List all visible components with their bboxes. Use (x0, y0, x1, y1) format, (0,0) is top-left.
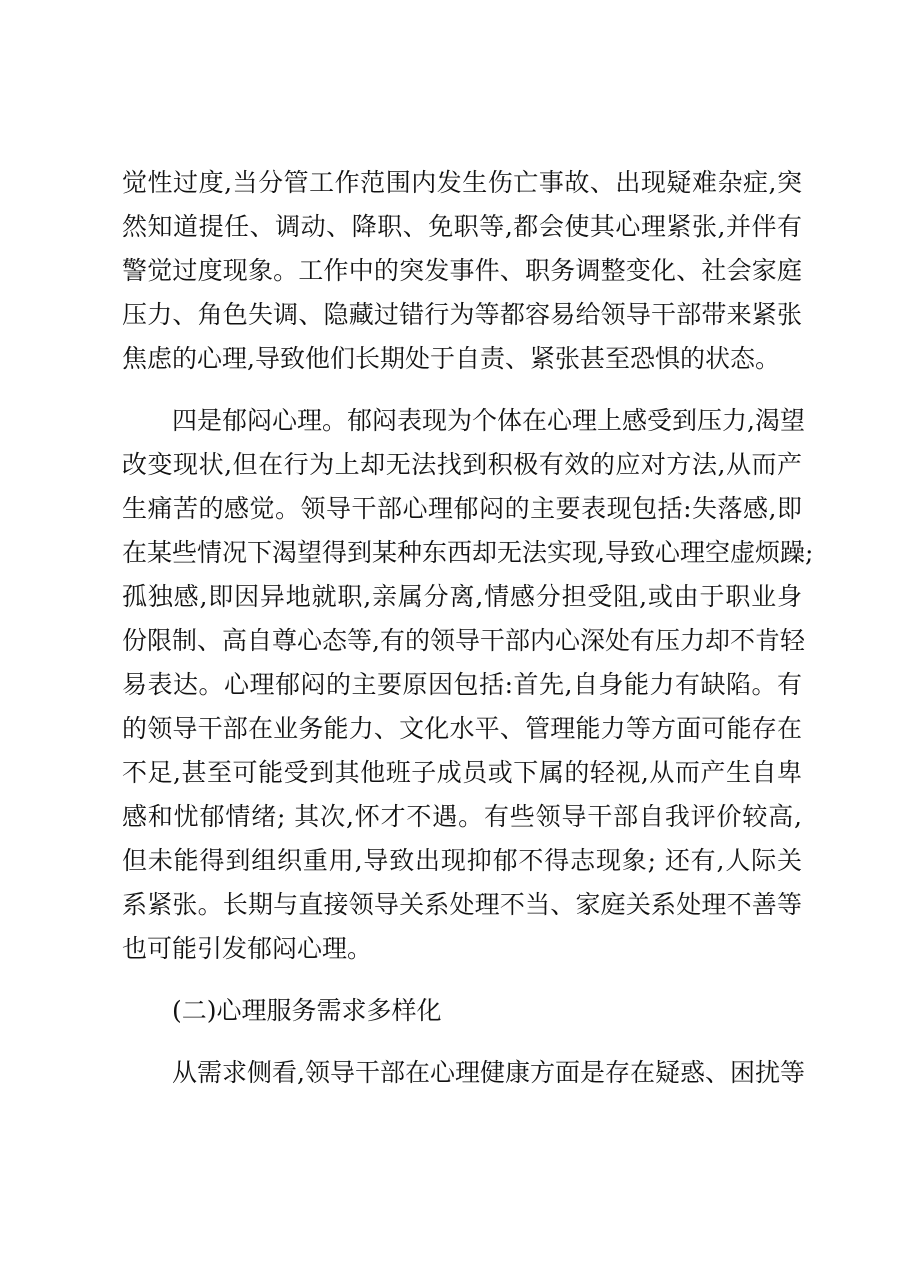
paragraph-line: 孤独感,即因异地就职,亲属分离,情感分担受阻,或由于职业身 (122, 582, 802, 611)
paragraph-line: 然知道提任、调动、降职、免职等,都会使其心理紧张,并伴有 (122, 212, 802, 241)
paragraph-line: 份限制、高自尊心态等,有的领导干部内心深处有压力却不肯轻 (122, 626, 805, 655)
paragraph-line: 感和忧郁情绪; 其次,怀才不遇。有些领导干部自我评价较高, (122, 802, 802, 831)
paragraph-line: 的领导干部在业务能力、文化水平、管理能力等方面可能存在 (122, 714, 802, 743)
paragraph-line: 四是郁闷心理。郁闷表现为个体在心理上感受到压力,渴望 (172, 406, 805, 435)
paragraph-line: 觉性过度,当分管工作范围内发生伤亡事故、出现疑难杂症,突 (122, 168, 802, 197)
paragraph-line: 警觉过度现象。工作中的突发事件、职务调整变化、社会家庭 (122, 256, 802, 285)
paragraph-line: 在某些情况下渴望得到某种东西却无法实现,导致心理空虚烦躁; (122, 538, 814, 567)
paragraph-line: 压力、角色失调、隐藏过错行为等都容易给领导干部带来紧张 (122, 300, 802, 329)
paragraph-line: 也可能引发郁闷心理。 (122, 934, 373, 963)
section-heading: (二)心理服务需求多样化 (172, 996, 442, 1025)
paragraph-line: 系紧张。长期与直接领导关系处理不当、家庭关系处理不善等 (122, 890, 802, 919)
paragraph-line: 生痛苦的感觉。领导干部心理郁闷的主要表现包括:失落感,即 (122, 494, 802, 523)
paragraph-line: 不足,甚至可能受到其他班子成员或下属的轻视,从而产生自卑 (122, 758, 802, 787)
paragraph-line: 从需求侧看,领导干部在心理健康方面是存在疑惑、困扰等 (172, 1058, 805, 1087)
paragraph-line: 焦虑的心理,导致他们长期处于自责、紧张甚至恐惧的状态。 (122, 344, 780, 373)
paragraph-line: 改变现状,但在行为上却无法找到积极有效的应对方法,从而产 (122, 450, 802, 479)
paragraph-line: 易表达。心理郁闷的主要原因包括:首先,自身能力有缺陷。有 (122, 670, 802, 699)
paragraph-line: 但未能得到组织重用,导致出现抑郁不得志现象; 还有,人际关 (122, 846, 802, 875)
